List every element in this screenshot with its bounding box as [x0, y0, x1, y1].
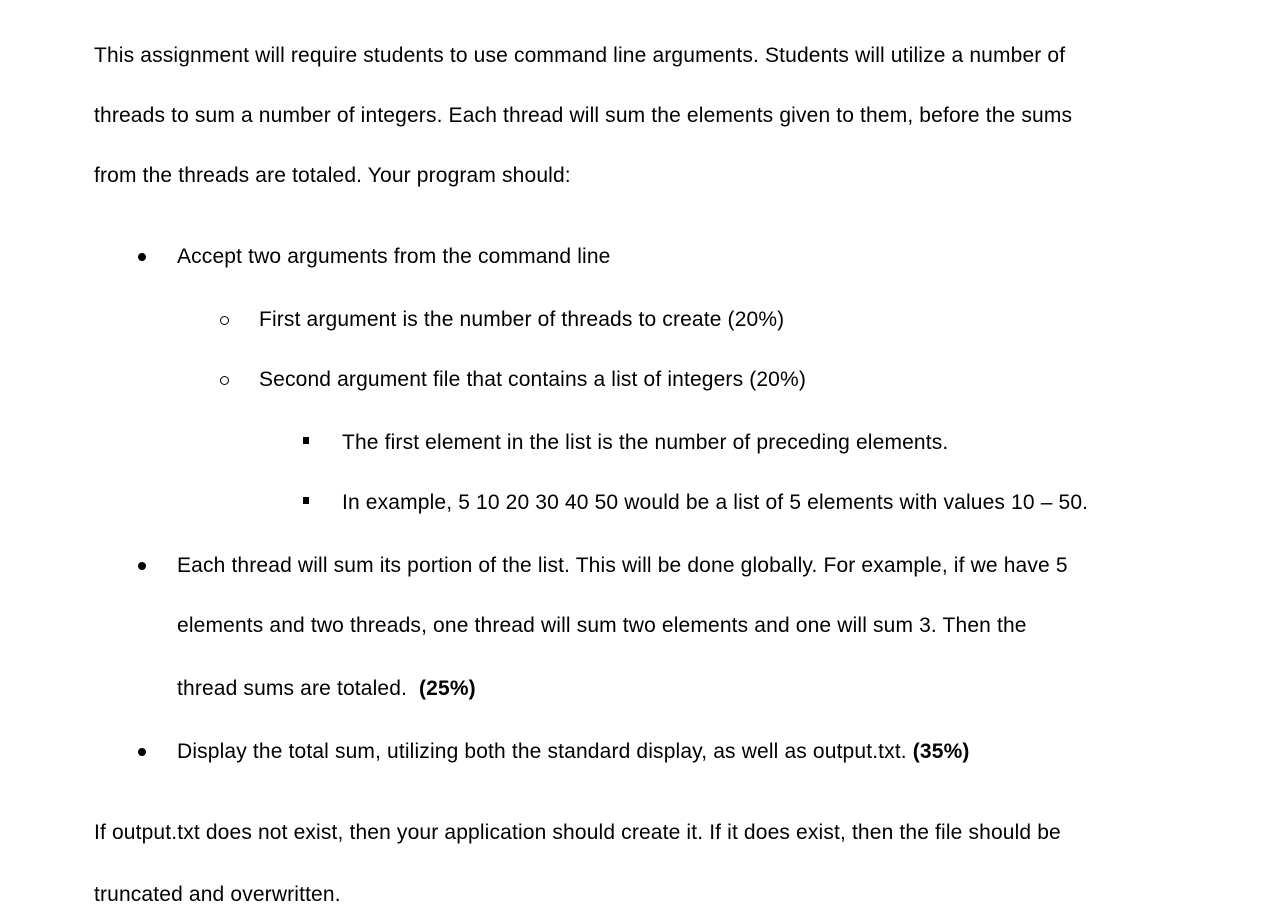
closing-line-1: If output.txt does not exist, then your application should create it. If it does exist, then the file should be: [94, 821, 1061, 844]
list-item-2-weight: (25%): [419, 677, 476, 700]
list-item-1: Accept two arguments from the command line: [177, 245, 611, 268]
list-item-1-subsub-2: In example, 5 10 20 30 40 50 would be a list of 5 elements with values 10 – 50.: [342, 491, 1089, 514]
list-item-1-subsub-1: The first element in the list is the number of preceding elements.: [342, 431, 949, 454]
disc-bullet-icon: [138, 748, 146, 756]
disc-bullet-icon: [138, 562, 146, 570]
list-item-1-sub-2: Second argument file that contains a list of integers (20%): [259, 368, 806, 391]
disc-bullet-icon: [138, 253, 146, 261]
intro-line-2: threads to sum a number of integers. Each thread will sum the elements given to them, before the sums: [94, 104, 1073, 127]
circle-bullet-icon: [220, 316, 229, 325]
circle-bullet-icon: [220, 376, 229, 385]
closing-line-2: truncated and overwritten.: [94, 883, 341, 906]
intro-line-3: from the threads are totaled. Your program should:: [94, 164, 571, 187]
list-item-2-text: thread sums are totaled.: [177, 677, 420, 700]
list-item-3: [177, 741, 970, 762]
list-item-2-line-2: elements and two threads, one thread will sum two elements and one will sum 3. Then the: [177, 614, 1027, 637]
list-item-3-weight: (35%): [912, 740, 970, 763]
intro-line-1: This assignment will require students to use command line arguments. Students will utilize a number of: [94, 44, 1066, 67]
square-bullet-icon: [303, 497, 309, 504]
square-bullet-icon: [303, 437, 309, 444]
list-item-2-line-1: Each thread will sum its portion of the list. This will be done globally. For example, if we have 5: [177, 554, 1068, 577]
list-item-1-sub-1: First argument is the number of threads to create (20%): [259, 308, 785, 331]
list-item-3-text: Display the total sum, utilizing both the standard display, as well as output.txt.: [177, 740, 913, 763]
list-item-2-line-3: [177, 678, 476, 699]
